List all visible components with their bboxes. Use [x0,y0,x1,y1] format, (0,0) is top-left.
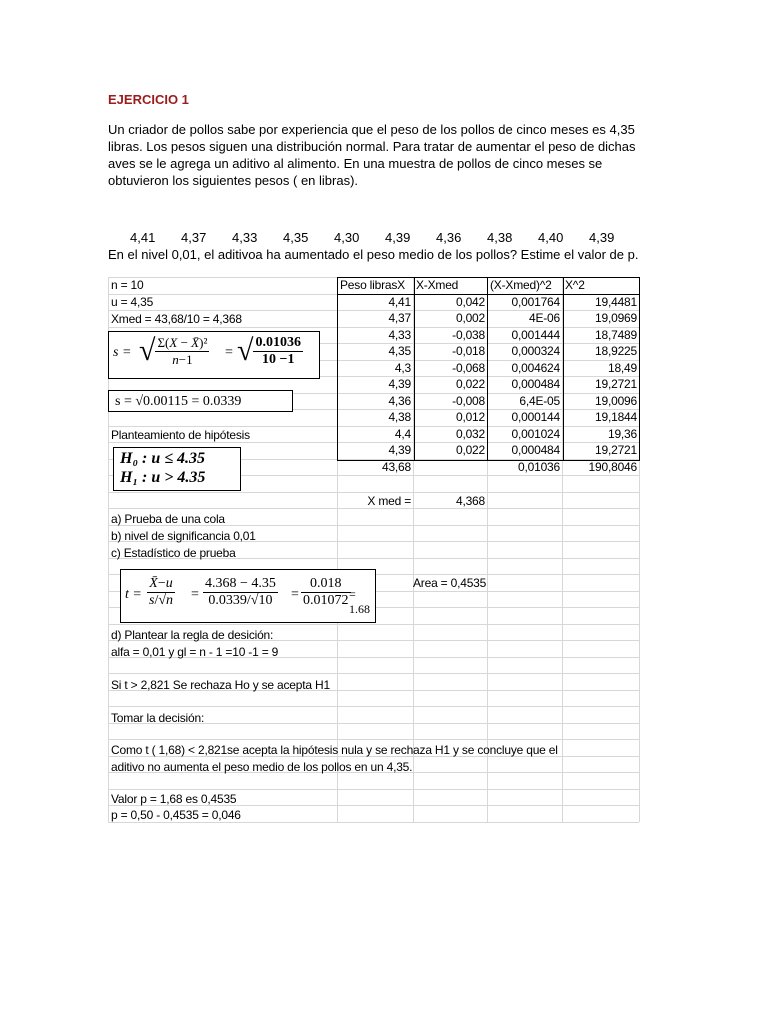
table-cell: 4,39 [388,377,411,391]
std-den: 10 −1 [261,351,295,367]
decision-rule: Si t > 2,821 Se rechaza Ho y se acepta H1 [111,678,330,692]
step-c: c) Estadístico de prueba [111,546,236,560]
weight-value: 4,33 [232,230,258,245]
table-cell: 19,4481 [595,295,637,309]
u-cell: u = 4,35 [111,295,154,309]
std-dev-formula: s = √ $\frac{\text{Σ(X − X̄)²}}{n-1}$ = √ $\frac{0.01036}{10 -1}$ [108,331,320,379]
p-value-line-2: p = 0,50 - 0,4535 = 0,046 [111,808,241,822]
weight-value: 4,39 [385,230,411,245]
table-cell: -0,018 [452,344,485,358]
table-cell: -0,038 [452,328,485,342]
n-cell: n = 10 [111,278,144,292]
grid-line [108,706,639,707]
table-cell: -0,068 [452,361,485,375]
grid-line [639,277,640,822]
table-cell: 0,000144 [511,410,560,424]
table-cell: 0,032 [455,427,485,441]
grid-line [108,739,639,740]
table-cell: -0,008 [452,394,485,408]
table-cell: 0,01036 [518,460,560,474]
weight-value: 4,37 [181,230,207,245]
table-cell: 0,022 [455,443,485,457]
table-header-cell: X-Xmed [416,278,459,292]
table-cell: 19,2721 [595,377,637,391]
weight-value: 4,35 [283,230,309,245]
conclusion-line-1: Como t ( 1,68) < 2,821se acepta la hipótesis nula y se rechaza H1 y se concluye que el [111,743,558,757]
alfa-cell: alfa = 0,01 y gl = n - 1 =10 -1 = 9 [111,645,279,659]
table-cell: 0,004624 [511,361,560,375]
table-cell: 0,000324 [511,344,560,358]
table-cell: 4,35 [388,344,411,358]
std-num: 0.01036 [255,334,301,350]
table-cell: 19,36 [607,427,637,441]
table-cell: 18,49 [607,361,637,375]
t-den2: 0.01072 [303,593,349,608]
step-a: a) Prueba de una cola [111,512,225,526]
table-cell: 19,0096 [595,394,637,408]
table-cell: 0,042 [455,295,485,309]
weight-value: 4,30 [334,230,360,245]
xmed-value: 4,368 [455,494,485,508]
hypothesis-box [113,447,241,491]
t-num2: 0.018 [301,576,351,593]
table-cell: 0,000484 [511,443,560,457]
step-b: b) nivel de significancia 0,01 [111,529,256,543]
xmed-cell: Xmed = 43,68/10 = 4,368 [111,312,242,326]
grid-line [108,673,639,674]
table-header-cell: Peso librasX [340,278,405,292]
table-header-cell: (X-Xmed)^2 [490,278,552,292]
null-hypothesis: H₀ : u ≤ 4.35 [120,450,206,467]
table-cell: 0,022 [455,377,485,391]
table-cell: 19,0969 [595,311,637,325]
table-cell: 4,33 [388,328,411,342]
table-cell: 4,36 [388,394,411,408]
table-cell: 4,38 [388,410,411,424]
weight-value: 4,36 [436,230,462,245]
table-cell: 0,001444 [511,328,560,342]
weights-list [130,230,640,245]
question: En el nivel 0,01, el aditivoa ha aumentado el peso medio de los pollos? Estime el valor de p. [108,247,639,262]
table-cell: 4,41 [388,295,411,309]
alt-hypothesis: H₁ : u > 4.35 [120,469,206,486]
weight-value: 4,38 [487,230,513,245]
t-num: 4.368 − 4.35 [205,576,276,591]
table-cell: 0,012 [455,410,485,424]
table-cell: 19,2721 [595,443,637,457]
table-cell: 4,37 [388,311,411,325]
table-cell: 4,4 [394,427,411,441]
table-header-cell: X^2 [565,278,585,292]
p-value-line-1: Valor p = 1,68 es 0,4535 [111,792,237,806]
table-cell: 4,3 [394,361,411,375]
step-d: d) Plantear la regla de desición: [111,628,274,642]
table-cell: 0,001024 [511,427,560,441]
std-dev-result: s = √0.00115 = 0.0339 [108,390,293,412]
spreadsheet [108,277,639,822]
table-cell: 190,8046 [588,460,637,474]
table-cell: 0,001764 [511,295,560,309]
t-den: 0.0339/√10 [208,593,273,608]
weight-value: 4,40 [538,230,564,245]
hypothesis-heading: Planteamiento de hipótesis [111,428,250,442]
table-cell: 4E-06 [528,311,560,325]
problem-statement: Un criador de pollos sabe por experiencia que el peso de los pollos de cinco meses es 4,35 libras. Los pesos siguen una distribución normal. Para tratar de aumentar el peso de dichas aves se le agrega un aditivo al alimento. En una muestra de pollos de cinco meses se obtuvieron los siguientes pesos ( en libras). [108,122,636,188]
t-statistic-formula: t = $\frac{X̄-u}{s/√n}$ = $\frac{4.368 - 4.35}{0.0339/√10}$ = $\frac{0.018}{0.01072}$ = 1.68 [120,569,376,623]
area-cell: Area = 0,4535 [413,576,487,590]
t-value: = 1.68 [349,587,370,616]
table-cell: 6,4E-05 [519,394,560,408]
weight-value: 4,39 [589,230,615,245]
grid-line [108,624,639,625]
table-cell: 19,1844 [595,410,637,424]
exercise-title: EJERCICIO 1 [108,92,189,107]
grid-line [108,789,639,790]
table-cell: 0,000484 [511,377,560,391]
table-cell: 0,002 [455,311,485,325]
weight-value: 4,41 [130,230,156,245]
table-cell: 43,68 [381,460,411,474]
table-cell: 18,7489 [595,328,637,342]
xmed-label: X med = [367,494,411,508]
table-cell: 18,9225 [595,344,637,358]
decision-heading: Tomar la decisión: [111,711,205,725]
table-cell: 4,39 [388,443,411,457]
conclusion-line-2: aditivo no aumenta el peso medio de los pollos en un 4,35. [111,760,413,774]
